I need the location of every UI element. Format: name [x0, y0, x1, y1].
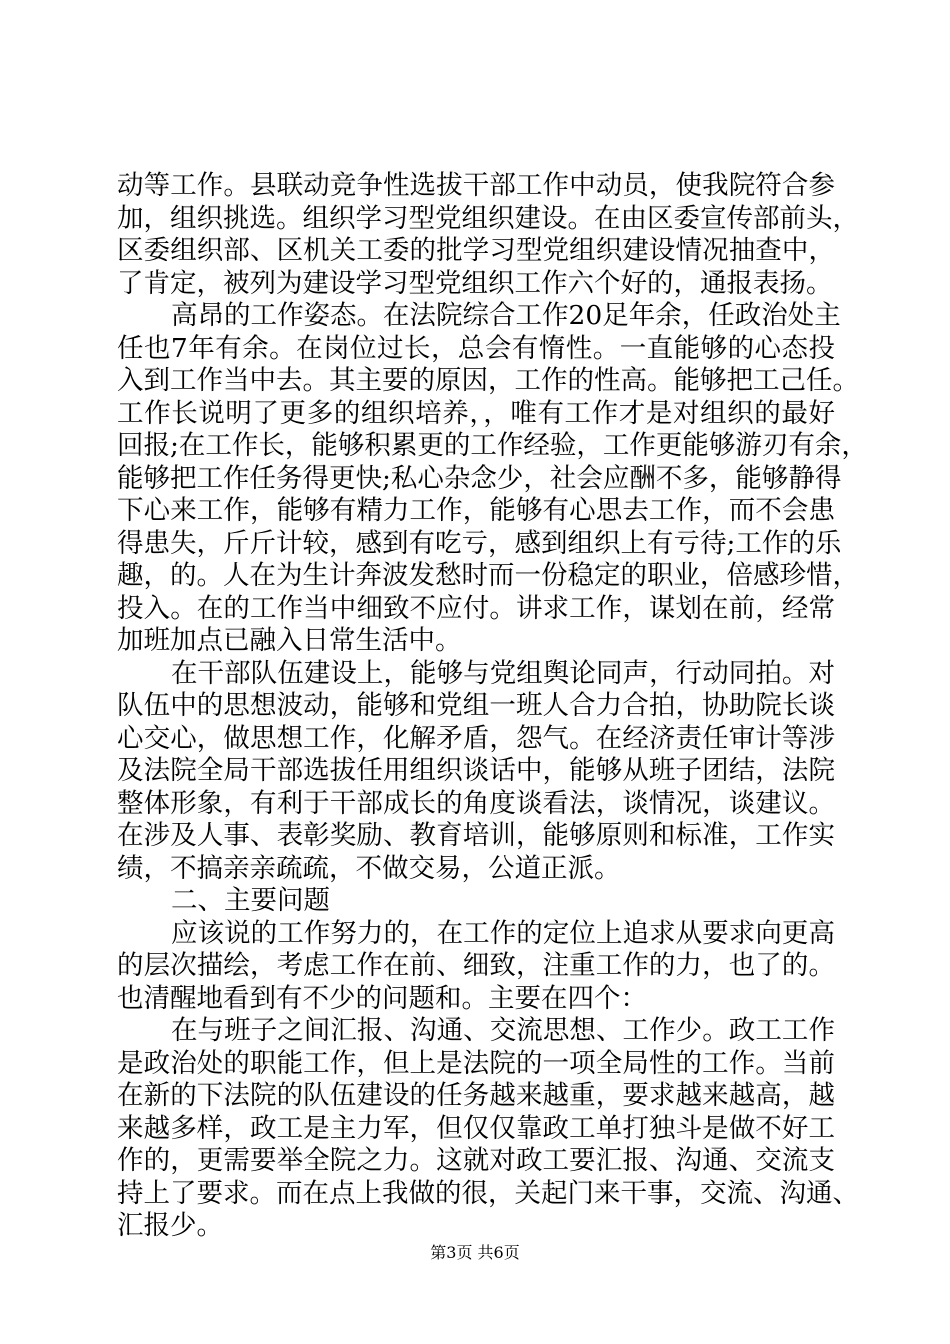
text-line: 心交心，做思想工作，化解矛盾，怨气。在经济责任审计等涉: [117, 722, 835, 754]
text-line: 二、主要问题: [171, 885, 330, 916]
text-line: 加，组织挑选。组织学习型党组织建设。在由区委宣传部前头，: [117, 202, 859, 234]
text-line: 及法院全局干部选拔任用组织谈话中，能够从班子团结，法院: [117, 755, 835, 786]
text-line: 能够把工作任务得更快;私心杂念少，社会应酬不多，能够静得: [117, 462, 842, 494]
text-line: 区委组织部、区机关工委的批学习型党组织建设情况抽查中，: [117, 235, 835, 266]
text-line: 投入。在的工作当中细致不应付。讲求工作，谋划在前，经常: [117, 592, 835, 624]
document-body: [117, 170, 868, 1243]
text-line: 也清醒地看到有不少的问题和。主要在四个：: [117, 982, 647, 1014]
text-line: 整体形象，有利于干部成长的角度谈看法，谈情况，谈建议。: [117, 787, 835, 819]
text-line: 在涉及人事、表彰奖励、教育培训，能够原则和标准，工作实: [117, 820, 835, 851]
text-line: 作的，更需要举全院之力。这就对政工要汇报、沟通、交流支: [117, 1145, 835, 1176]
page-number: 第3页 共6页: [430, 1243, 520, 1262]
text-line: 队伍中的思想波动，能够和党组一班人合力合拍，协助院长谈: [117, 690, 835, 721]
text-line: 汇报少。: [117, 1210, 223, 1241]
text-line: 是政治处的职能工作，但上是法院的一项全局性的工作。当前: [117, 1047, 835, 1079]
text-line: 应该说的工作努力的，在工作的定位上追求从要求向更高: [171, 917, 835, 949]
text-line: 回报;在工作长，能够积累更的工作经验，工作更能够游刃有余，: [117, 430, 868, 461]
text-line: 在新的下法院的队伍建设的任务越来越重，要求越来越高，越: [117, 1080, 835, 1111]
text-line: 了肯定，被列为建设学习型党组织工作六个好的，通报表扬。: [117, 267, 833, 299]
text-line: 下心来工作，能够有精力工作，能够有心思去工作，而不会患: [117, 495, 835, 526]
text-line: 的层次描绘，考虑工作在前、细致，注重工作的力，也了的。: [117, 950, 835, 981]
text-line: 在与班子之间汇报、沟通、交流思想、工作少。政工工作: [171, 1015, 835, 1046]
text-line: 动等工作。县联动竞争性选拔干部工作中动员，使我院符合参: [117, 170, 835, 201]
text-line: 趣，的。人在为生计奔波发愁时而一份稳定的职业，倍感珍惜，: [117, 560, 859, 591]
text-line: 任也7年有余。在岗位过长，总会有惰性。一直能够的心态投: [117, 332, 835, 364]
page-footer: [0, 1240, 950, 1263]
text-line: 入到工作当中去。其主要的原因，工作的性高。能够把工己任。: [117, 365, 859, 396]
text-line: 加班加点已融入日常生活中。: [117, 625, 462, 656]
text-line: 持上了要求。而在点上我做的很，关起门来干事，交流、沟通、: [117, 1177, 859, 1209]
text-line: 高昂的工作姿态。在法院综合工作20足年余，任政治处主: [171, 300, 841, 331]
text-line: 来越多样，政工是主力军，但仅仅靠政工单打独斗是做不好工: [117, 1112, 835, 1144]
text-line: 在干部队伍建设上，能够与党组舆论同声，行动同拍。对: [171, 657, 835, 689]
text-line: 绩，不搞亲亲疏疏，不做交易，公道正派。: [117, 852, 621, 884]
text-line: 工作长说明了更多的组织培养，，唯有工作才是对组织的最好: [117, 397, 835, 429]
text-line: 得患失，斤斤计较，感到有吃亏，感到组织上有亏待;工作的乐: [117, 527, 842, 559]
